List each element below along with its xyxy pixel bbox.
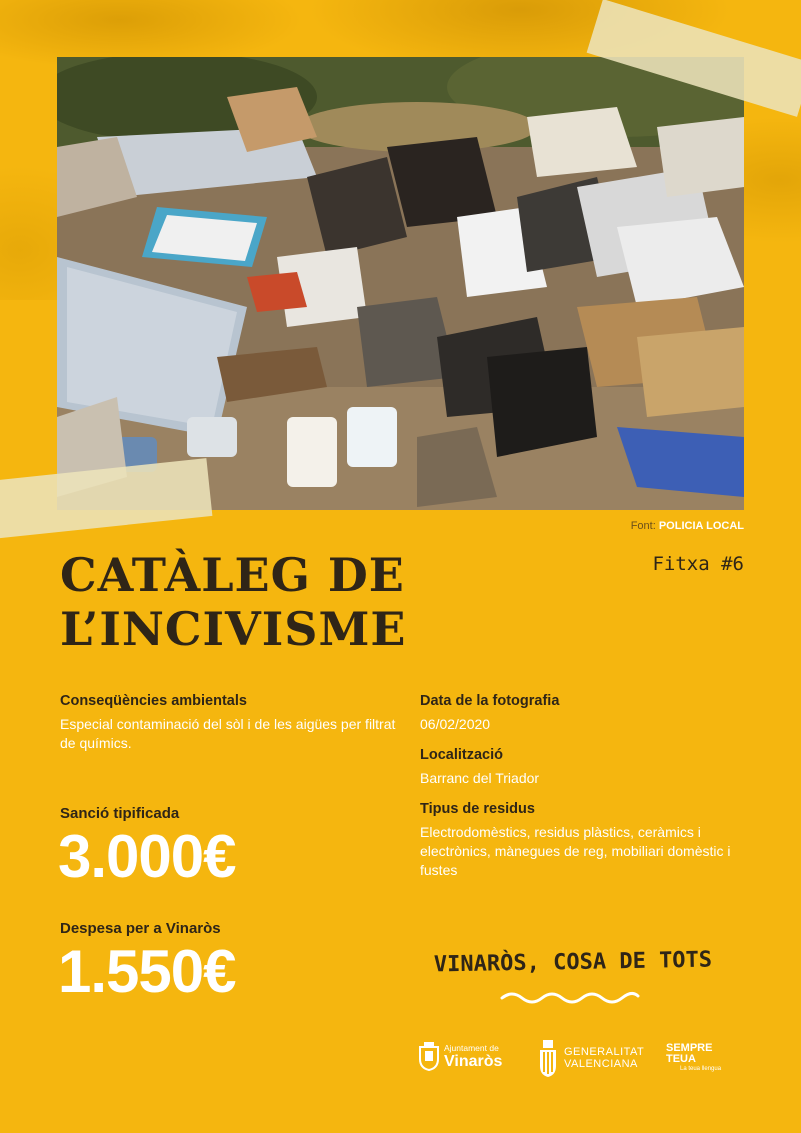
gv-line-2: VALENCIANA — [564, 1058, 638, 1070]
cost-value: 1.550€ — [58, 938, 236, 1005]
logo-generalitat-valenciana — [538, 1038, 644, 1078]
waste-label: Tipus de residus — [420, 801, 535, 817]
tape-bottom-left — [0, 458, 212, 540]
credit-prefix: Font: — [630, 520, 656, 532]
st-line-1: SEMPRE — [666, 1042, 713, 1054]
waste-block — [420, 801, 750, 880]
title-line-1: CATÀLEG DE — [60, 548, 405, 602]
fine-value: 3.000€ — [58, 823, 236, 890]
credit-source: POLICIA LOCAL — [658, 520, 744, 532]
st-tagline: La teua llengua — [680, 1066, 722, 1072]
location-label: Localització — [420, 747, 503, 763]
wave-underline-icon — [500, 988, 640, 1008]
page-title — [60, 548, 580, 656]
vinaros-big-text: Vinaròs — [444, 1052, 503, 1070]
date-block — [420, 693, 750, 734]
crest-icon — [418, 1041, 440, 1071]
card-number: Fitxa #6 — [652, 553, 744, 575]
location-block — [420, 747, 750, 788]
impact-label: Conseqüències ambientals — [60, 693, 247, 709]
title-line-2: L’INCIVISME — [60, 602, 407, 656]
st-line-2: TEUA — [666, 1053, 696, 1065]
gv-line-1: GENERALITAT — [564, 1046, 645, 1058]
date-value: 06/02/2020 — [420, 716, 491, 732]
waste-dump-photo — [57, 57, 744, 510]
details-column — [420, 693, 750, 893]
fine-label: Sanció tipificada — [60, 805, 180, 822]
waste-value: Electrodomèstics, residus plàstics, ceràmics i electrònics, mànegues de reg, mobiliari domèstic i fustes — [420, 824, 731, 878]
photo-credit — [631, 520, 744, 532]
vinaros-small-text: Ajuntament de — [444, 1042, 499, 1053]
logo-ajuntament-vinaros — [418, 1041, 502, 1071]
date-label: Data de la fotografia — [420, 693, 560, 709]
cost-label: Despesa per a Vinaròs — [60, 920, 221, 937]
impact-text: Especial contaminació del sòl i de les aigües per filtrat de químics. — [60, 716, 396, 751]
slogan: VINARÒS, COSA DE TOTS — [433, 947, 713, 978]
gv-emblem-icon — [538, 1038, 558, 1078]
footer-logos — [418, 1038, 738, 1088]
location-value: Barranc del Triador — [420, 770, 540, 786]
logo-sempre-teua — [666, 1043, 721, 1074]
environmental-impact — [60, 693, 400, 753]
